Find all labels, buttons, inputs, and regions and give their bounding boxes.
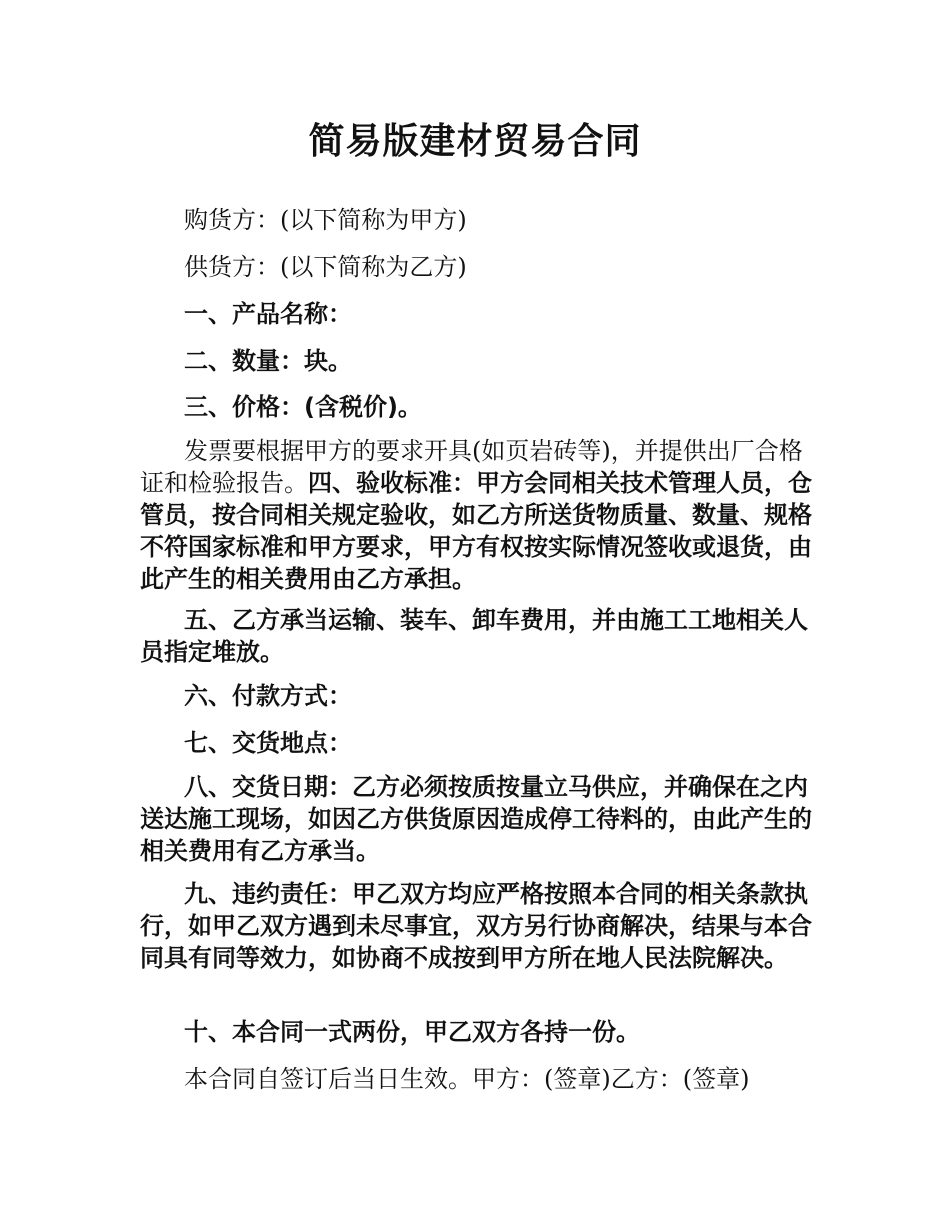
clause-copies: 十、本合同一式两份，甲乙双方各持一份。	[184, 1018, 640, 1046]
clause-delivery-date: 八、交货日期：乙方必须按质按量立马供应，并确保在之内送达施工现场，如因乙方供货原因造成停工待料的，由此产生的相关费用有乙方承当。	[140, 773, 812, 865]
clause-transport: 五、乙方承当运输、装车、卸车费用，并由施工工地相关人员指定堆放。	[140, 606, 808, 666]
effective-and-signature-line: 本合同自签订后当日生效。甲方：(签章)乙方：(签章)	[184, 1065, 750, 1093]
clause-price: 三、价格：(含税价)。	[184, 393, 422, 421]
clause-payment-method: 六、付款方式：	[184, 682, 352, 710]
invoice-text: 发票要根据甲方的要求开具(如页岩砖等)，并提供出厂合格证和检验报告。	[140, 437, 803, 497]
clause-acceptance-standard: 四、验收标准：甲方会同相关技术管理人员，仓管员，按合同相关规定验收，如乙方所送货物质量、数量、规格不符国家标准和甲方要求，甲方有权按实际情况签收或退货，由此产生的相关费用由乙方承担。	[140, 469, 812, 593]
invoice-and-acceptance-paragraph	[140, 435, 820, 595]
clause-quantity: 二、数量：块。	[184, 347, 352, 375]
document-title: 简易版建材贸易合同	[308, 121, 642, 162]
supplier-line: 供货方：(以下简称为乙方)	[184, 253, 467, 281]
purchaser-line: 购货方：(以下简称为甲方)	[184, 206, 467, 234]
clause-product-name: 一、产品名称：	[184, 300, 352, 328]
clause-delivery-location: 七、交货地点：	[184, 729, 352, 757]
clause-breach-liability: 九、违约责任：甲乙双方均应严格按照本合同的相关条款执行，如甲乙双方遇到未尽事宜，双方另行协商解决，结果与本合同具有同等效力，如协商不成按到甲方所在地人民法院解决。	[140, 880, 812, 972]
